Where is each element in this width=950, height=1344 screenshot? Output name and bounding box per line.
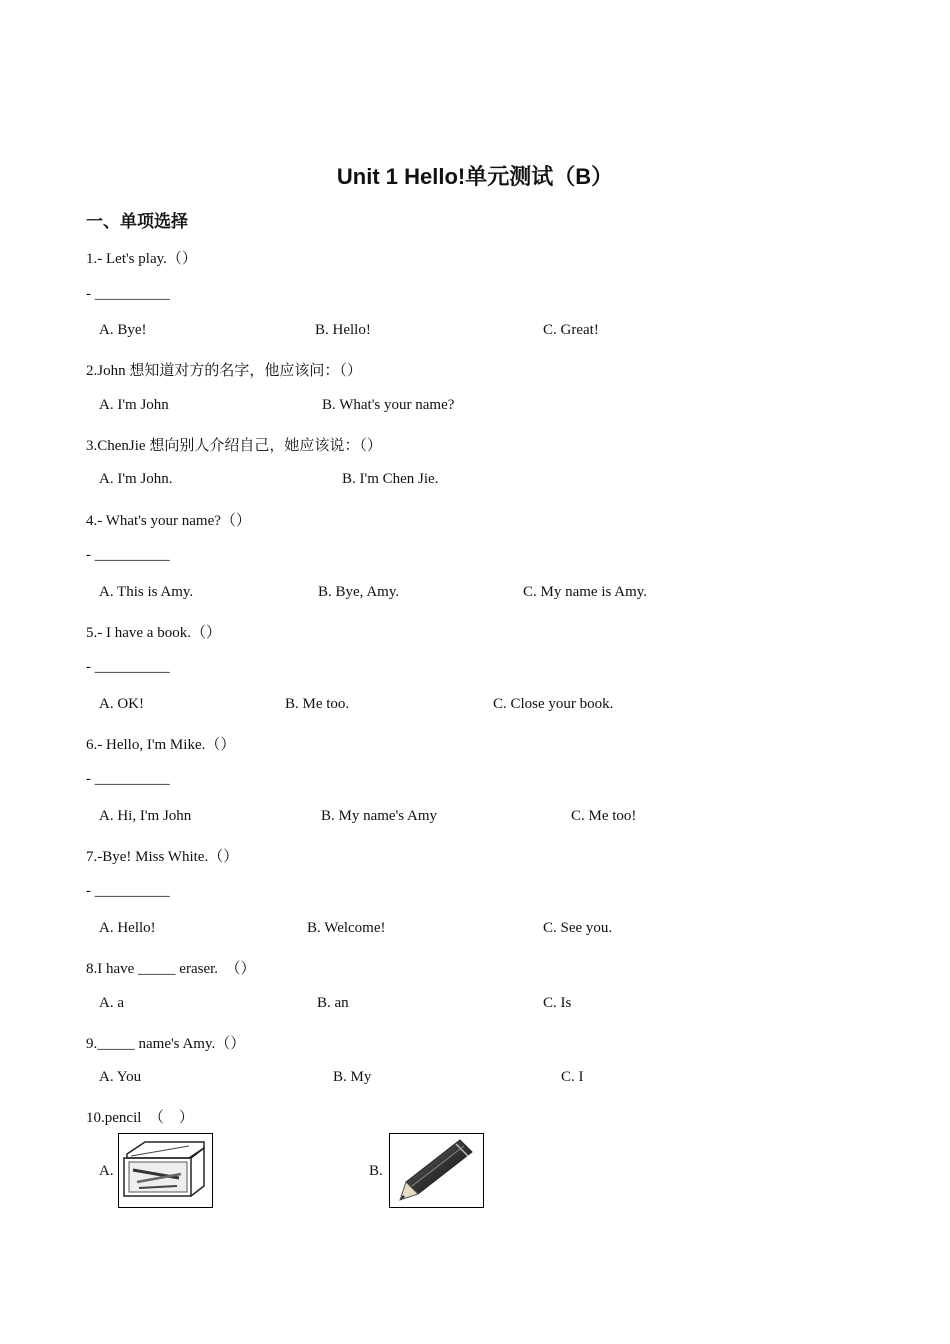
q3-option-b[interactable]: B. I'm Chen Jie. [342, 471, 439, 487]
pencil-image[interactable] [389, 1133, 484, 1208]
q2-option-a[interactable]: A. I'm John [99, 397, 169, 413]
q9-option-a[interactable]: A. You [99, 1069, 142, 1085]
answer-blank-4: - __________ [86, 547, 170, 563]
question-3-stem: 3.ChenJie 想向别人介绍自己，她应该说：（） [86, 438, 382, 454]
q6-option-c[interactable]: C. Me too! [571, 808, 637, 824]
answer-blank-7: - __________ [86, 883, 170, 899]
question-7-stem: 7.-Bye! Miss White.（） [86, 849, 239, 865]
question-4-stem: 4.- What's your name?（） [86, 513, 251, 529]
question-5-stem: 5.- I have a book.（） [86, 625, 221, 641]
q9-option-b[interactable]: B. My [333, 1069, 372, 1085]
answer-blank-5: - __________ [86, 659, 170, 675]
pencil-icon [390, 1134, 483, 1207]
q7-option-b[interactable]: B. Welcome! [307, 920, 386, 936]
question-2-stem: 2.John 想知道对方的名字，他应该问：（） [86, 363, 362, 379]
answer-blank-1: - __________ [86, 286, 170, 302]
question-9-stem: 9._____ name's Amy.（） [86, 1036, 246, 1052]
pencil-case-icon [119, 1134, 212, 1207]
q1-option-c[interactable]: C. Great! [543, 322, 599, 338]
q3-option-a[interactable]: A. I'm John. [99, 471, 173, 487]
q1-option-a[interactable]: A. Bye! [99, 322, 147, 338]
question-10-stem: 10.pencil （ ） [86, 1110, 194, 1126]
question-8-stem: 8.I have _____ eraser. （） [86, 961, 256, 977]
q8-option-b[interactable]: B. an [317, 995, 349, 1011]
question-1-stem: 1.- Let's play.（） [86, 251, 197, 267]
pencil-case-image[interactable] [118, 1133, 213, 1208]
q6-option-a[interactable]: A. Hi, I'm John [99, 808, 192, 824]
q1-option-b[interactable]: B. Hello! [315, 322, 371, 338]
q6-option-b[interactable]: B. My name's Amy [321, 808, 438, 824]
question-6-stem: 6.- Hello, I'm Mike.（） [86, 737, 236, 753]
q7-option-a[interactable]: A. Hello! [99, 920, 156, 936]
q8-option-c[interactable]: C. Is [543, 995, 572, 1011]
page-title: Unit 1 Hello!单元测试（B） [336, 164, 614, 189]
q2-option-b[interactable]: B. What's your name? [322, 397, 455, 413]
answer-blank-6: - __________ [86, 771, 170, 787]
q9-option-c[interactable]: C. I [561, 1069, 584, 1085]
q10-option-b[interactable]: B. [369, 1163, 383, 1179]
q10-option-a[interactable]: A. [99, 1163, 114, 1179]
q8-option-a[interactable]: A. a [99, 995, 124, 1011]
q5-option-a[interactable]: A. OK! [99, 696, 144, 712]
q7-option-c[interactable]: C. See you. [543, 920, 613, 936]
q4-option-c[interactable]: C. My name is Amy. [523, 584, 648, 600]
q5-option-c[interactable]: C. Close your book. [493, 696, 614, 712]
q4-option-a[interactable]: A. This is Amy. [99, 584, 194, 600]
q4-option-b[interactable]: B. Bye, Amy. [318, 584, 400, 600]
q5-option-b[interactable]: B. Me too. [285, 696, 350, 712]
section-heading: 一、单项选择 [86, 212, 188, 232]
